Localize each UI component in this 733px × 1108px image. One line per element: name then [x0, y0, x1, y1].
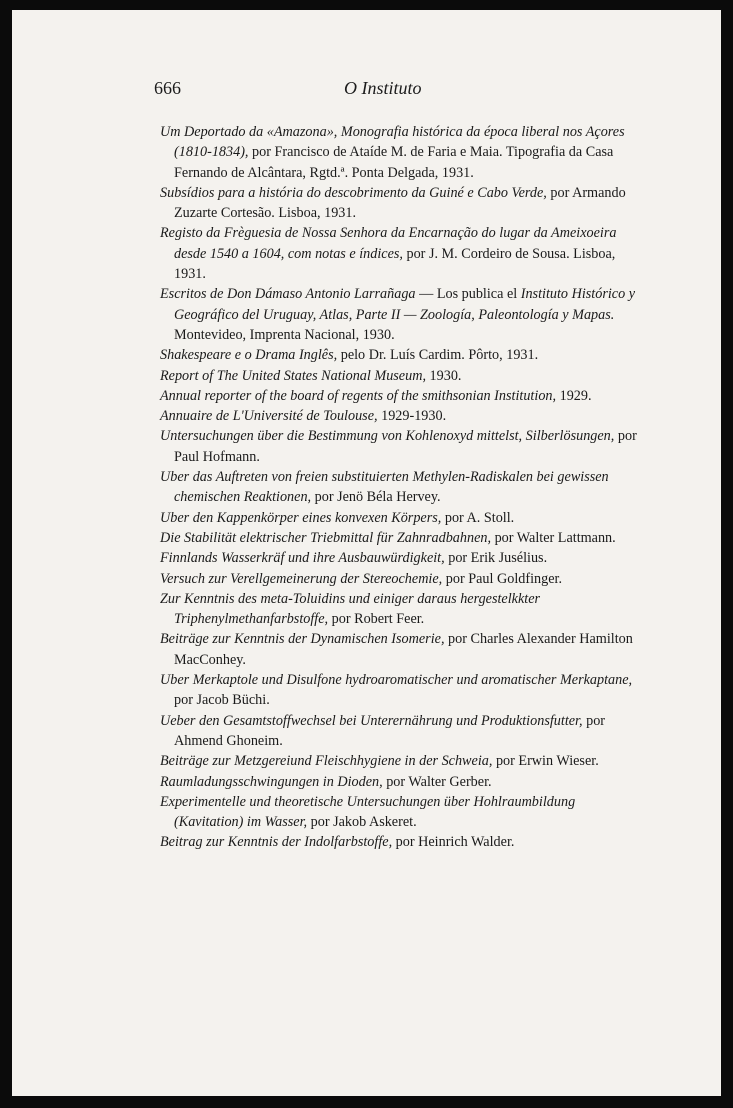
entry-title: Um Deportado da «Amazona», Monografia histórica da época liberal nos Açores (1810-1834), — [160, 124, 625, 161]
running-title: O Instituto — [344, 78, 422, 98]
entry-title-continued: Instituto Histórico y Geográfico del Uruguay, Atlas, Parte II — Zoología, Paleontología y Mapas. — [174, 286, 636, 323]
entry-details: 1929. — [559, 387, 592, 404]
entry-title: Registo da Frèguesia de Nossa Senhora da Encarnação do lugar da Ameixoeira desde 1540 a 1604, com notas e índices, — [160, 225, 617, 262]
bibliography-entry — [160, 589, 644, 630]
entry-details: 1930. — [429, 367, 462, 384]
entry-details: — Los publica el — [419, 286, 518, 303]
entry-title: Escritos de Don Dámaso Antonio Larrañaga — [160, 286, 416, 303]
entry-title: Ueber den Gesamtstoffwechsel bei Unterernährung und Produktionsfutter, — [160, 712, 583, 729]
bibliography-entry — [160, 426, 644, 467]
entry-details: por Jacob Büchi. — [174, 692, 270, 709]
entry-title: Subsídios para a história do descobrimento da Guiné e Cabo Verde, — [160, 184, 547, 201]
bibliography-entry — [160, 183, 644, 224]
bibliography-list — [160, 122, 644, 853]
entry-details: por Francisco de Ataíde M. de Faria e Maia. Tipografia da Casa Fernando de Alcântara, Rgtd.ª. Ponta Delgada, 1931. — [174, 144, 614, 181]
entry-title: Untersuchungen über die Bestimmung von Kohlenoxyd mittelst, Silberlösungen, — [160, 428, 615, 445]
entry-title: Beiträge zur Metzgereiund Fleischhygiene in der Schweia, — [160, 753, 493, 770]
entry-details: por Jenö Béla Hervey. — [314, 489, 441, 506]
entry-title: Uber Merkaptole und Disulfone hydroaromatischer und aromatischer Merkaptane, — [160, 672, 633, 689]
entry-details: por Heinrich Walder. — [395, 834, 515, 851]
entry-title: Beitrag zur Kenntnis der Indolfarbstoffe, — [160, 834, 393, 851]
entry-title: Finnlands Wasserkräf und ihre Ausbauwürdigkeit, — [160, 550, 445, 567]
entry-title: Die Stabilität elektrischer Triebmittal für Zahnradbahnen, — [160, 529, 492, 546]
entry-title: Shakespeare e o Drama Inglês, — [160, 347, 338, 364]
entry-title: Zur Kenntnis des meta-Toluidins und einiger daraus hergestelkkter Triphenylmethanfarbstoffe, — [160, 590, 541, 628]
entry-title: Experimentelle und theoretische Untersuchungen über Hohlraumbildung (Kavitation) im Wasser, — [160, 793, 576, 831]
entry-details: por Ahmend Ghoneim. — [174, 712, 606, 749]
bibliography-entry — [160, 122, 644, 183]
entry-details: por Walter Lattmann. — [494, 529, 616, 546]
bibliography-entry — [160, 711, 644, 752]
bibliography-entry — [160, 772, 644, 792]
bibliography-entry — [160, 467, 644, 508]
entry-details: por Armando Zuzarte Cortesão. Lisboa, 1931. — [174, 184, 626, 222]
entry-details: por Paul Hofmann. — [174, 428, 637, 465]
bibliography-entry — [160, 345, 644, 365]
entry-details: por Robert Feer. — [331, 611, 425, 628]
bibliography-entry — [160, 751, 644, 771]
entry-title: Raumladungsschwingungen in Dioden, — [160, 773, 383, 790]
bibliography-entry — [160, 629, 644, 670]
bibliography-entry — [160, 223, 644, 284]
entry-details: por Walter Gerber. — [386, 773, 492, 790]
entry-title: Report of The United States National Museum, — [160, 367, 426, 384]
bibliography-entry — [160, 792, 644, 833]
bibliography-entry — [160, 832, 644, 852]
entry-details: por Jakob Askeret. — [310, 814, 417, 831]
bibliography-entry — [160, 284, 644, 345]
entry-details: pelo Dr. Luís Cardim. Pôrto, 1931. — [340, 347, 539, 364]
entry-details: por Charles Alexander Hamilton MacConhey. — [174, 631, 633, 668]
entry-title: Uber das Auftreten von freien substituierten Methylen-Radiskalen bei gewissen chemischen Reaktionen, — [160, 469, 609, 506]
entry-details: 1929-1930. — [381, 408, 447, 425]
entry-title: Uber den Kappenkörper eines konvexen Körpers, — [160, 509, 442, 526]
bibliography-entry — [160, 528, 644, 548]
entry-details-continued: Montevideo, Imprenta Nacional, 1930. — [174, 326, 395, 343]
entry-details: por Paul Goldfinger. — [445, 570, 563, 587]
bibliography-entry — [160, 670, 644, 711]
bibliography-entry — [160, 569, 644, 589]
entry-title: Versuch zur Verellgemeinerung der Stereochemie, — [160, 570, 443, 587]
bibliography-entry — [160, 366, 644, 386]
entry-details: por A. Stoll. — [444, 509, 515, 526]
entry-details: por Erik Jusélius. — [448, 550, 548, 567]
entry-title: Annuaire de L'Université de Toulouse, — [160, 408, 378, 425]
entry-title: Annual reporter of the board of regents of the smithsonian Institution, — [160, 387, 557, 404]
bibliography-entry — [160, 548, 644, 568]
entry-details: por J. M. Cordeiro de Sousa. Lisboa, 1931. — [174, 245, 616, 283]
book-page — [12, 10, 721, 1096]
bibliography-entry — [160, 386, 644, 406]
bibliography-entry — [160, 508, 644, 528]
page-number: 666 — [154, 78, 181, 98]
bibliography-entry — [160, 406, 644, 426]
entry-details: por Erwin Wieser. — [495, 753, 599, 770]
entry-title: Beiträge zur Kenntnis der Dynamischen Isomerie, — [160, 631, 445, 648]
